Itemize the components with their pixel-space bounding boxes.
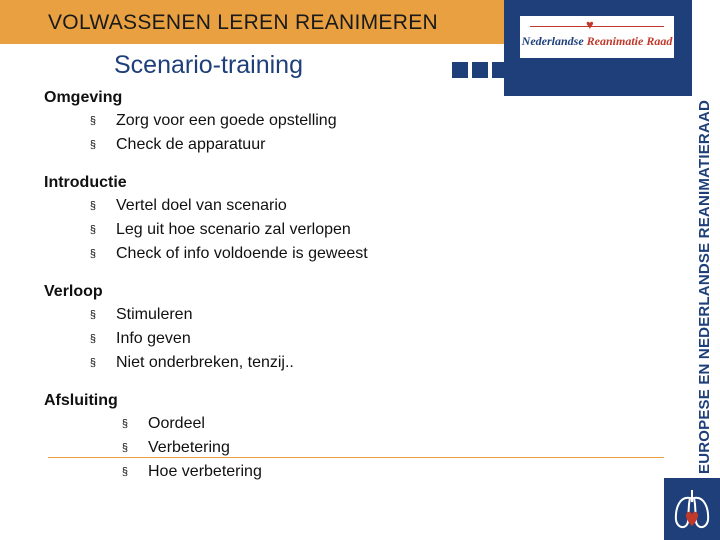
square-icon <box>452 62 468 78</box>
lungs-heart-icon <box>672 484 712 534</box>
list-item: § Verbetering <box>44 436 644 460</box>
list-item: § Info geven <box>44 327 644 351</box>
bullet-icon: § <box>89 357 96 369</box>
bullet-icon: § <box>89 139 96 151</box>
section-heading: Omgeving <box>44 89 123 106</box>
header-title: VOLWASSENEN LEREN REANIMEREN <box>48 11 438 34</box>
list-item: § Vertel doel van scenario <box>44 194 644 218</box>
list-item: § Hoe verbetering <box>44 460 644 484</box>
square-icon <box>492 62 508 78</box>
list-item: § Leg uit hoe scenario zal verlopen <box>44 218 644 242</box>
decorative-squares <box>452 62 508 78</box>
list-item: § Oordeel <box>44 412 644 436</box>
list-item: § Stimuleren <box>44 303 644 327</box>
section-heading: Afsluiting <box>44 392 118 409</box>
section-afsluiting <box>44 389 644 484</box>
slide-subtitle: Scenario-training <box>114 51 303 79</box>
section-heading: Verloop <box>44 283 103 300</box>
square-icon <box>472 62 488 78</box>
bullet-icon: § <box>89 200 96 212</box>
bullet-icon: § <box>89 248 96 260</box>
list-item: § Check de apparatuur <box>44 133 644 157</box>
list-item: § Check of info voldoende is geweest <box>44 242 644 266</box>
bullet-icon: § <box>89 333 96 345</box>
bottom-divider <box>48 457 664 458</box>
logo-line <box>530 26 664 27</box>
heart-logo-icon: ♥ <box>586 17 594 32</box>
section-heading: Introductie <box>44 174 127 191</box>
slide-content <box>44 86 644 498</box>
corner-logo-box <box>664 478 720 540</box>
list-item: § Zorg voor een goede opstelling <box>44 109 644 133</box>
nrr-logo <box>520 16 674 58</box>
logo-text: Nederlandse Reanimatie Raad <box>521 34 673 48</box>
bullet-icon: § <box>121 466 128 478</box>
section-introductie <box>44 171 644 266</box>
bullet-icon: § <box>121 418 128 430</box>
bullet-icon: § <box>121 442 128 454</box>
vertical-organization-text: EUROPESE EN NEDERLANDSE REANIMATIERAAD <box>696 99 713 474</box>
list-item: § Niet onderbreken, tenzij.. <box>44 351 644 375</box>
bullet-icon: § <box>89 309 96 321</box>
bullet-icon: § <box>89 115 96 127</box>
section-verloop <box>44 280 644 375</box>
bullet-icon: § <box>89 224 96 236</box>
section-omgeving <box>44 86 644 157</box>
